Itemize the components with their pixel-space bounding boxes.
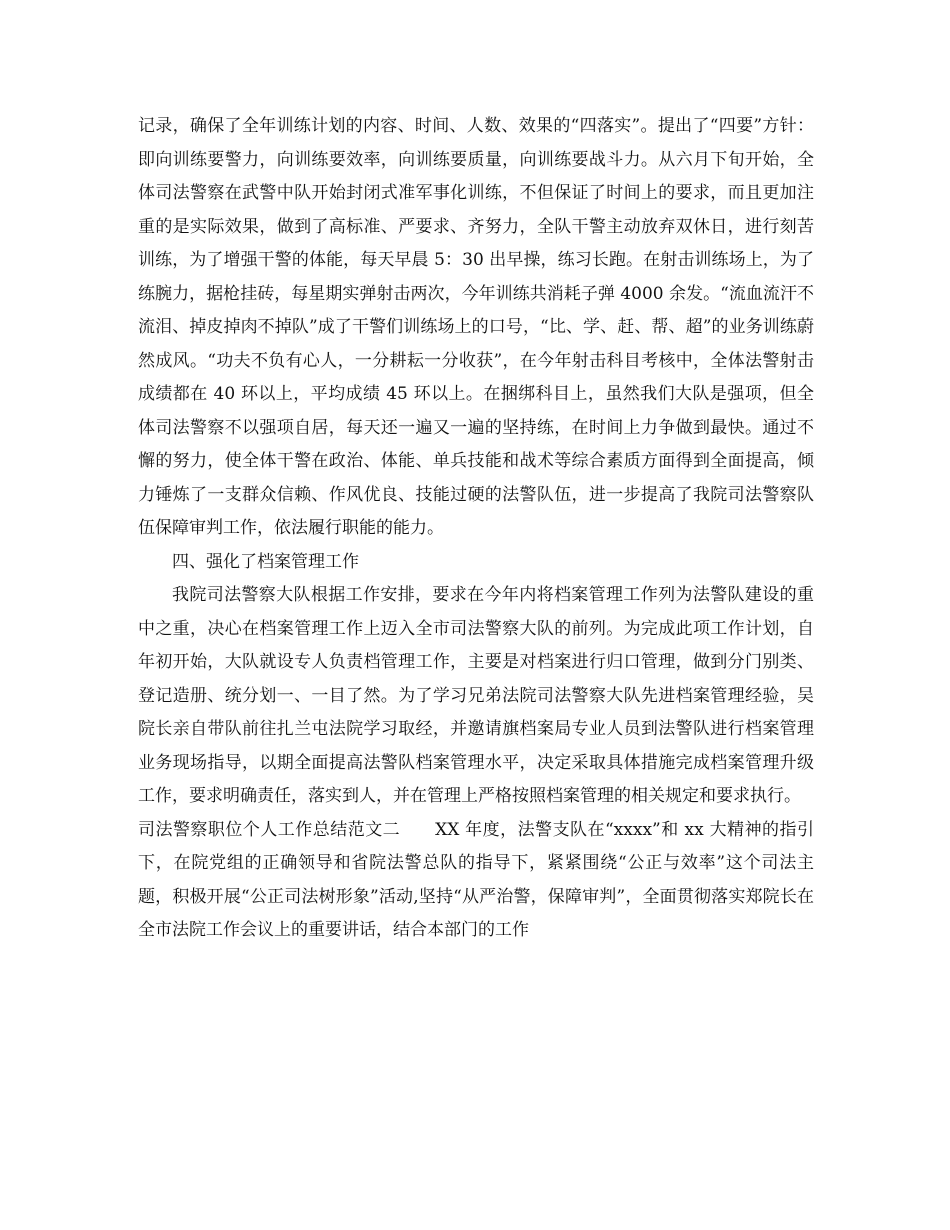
- section-heading-archives: 四、强化了档案管理工作: [172, 551, 359, 572]
- paragraph-archives: 我院司法警察大队根据工作安排，要求在今年内将档案管理工作列为法警队建设的重中之重，决心在档案管理工作上迈入全市司法警察大队的前列。为完成此项工作计划，自年初开始，大队就设专人负责档管理工作，主要是对档案进行归口管理，做到分门别类、登记造册、统分划一、一目了然。为了学习兄弟法院司法警察大队先进档案管理经验，吴院长亲自带队前往扎兰屯法院学习取经，并邀请旗档案局专业人员到法警队进行档案管理业务现场指导，以期全面提高法警队档案管理水平，决定采取具体措施完成档案管理升级工作，要求明确责任，落实到人，并在管理上严格按照档案管理的相关规定和要求执行。: [138, 585, 814, 806]
- paragraph-summary-two: 司法警察职位个人工作总结范文二 XX 年度，法警支队在“xxxx”和 xx 大精神的指引下，在院党组的正确领导和省院法警总队的指导下，紧紧围绕“公正与效率”这个司法主题，积极开展“公正司法树形象”活动,坚持“从严治警，保障审判”，全面贯彻落实郑院长在全市法院工作会议上的重要讲话，结合本部门的工作: [138, 819, 814, 940]
- document-body: [138, 110, 814, 948]
- paragraph-training: 记录，确保了全年训练计划的内容、时间、人数、效果的“四落实”。提出了“四要”方针：即向训练要警力，向训练要效率，向训练要质量，向训练要战斗力。从六月下旬开始，全体司法警察在武警中队开始封闭式准军事化训练，不但保证了时间上的要求，而且更加注重的是实际效果，做到了高标准、严要求、齐努力，全队干警主动放弃双休日，进行刻苦训练，为了增强干警的体能，每天早晨 5：30 出早操，练习长跑。在射击训练场上，为了练腕力，据枪挂砖，每星期实弹射击两次，今年训练共消耗子弹 4000 余发。“流血流汗不流泪、掉皮掉肉不掉队”成了干警们训练场上的口号，“比、学、赶、帮、超”的业务训练蔚然成风。“功夫不负有心人，一分耕耘一分收获”，在今年射击科目考核中，全体法警射击成绩都在 40 环以上，平均成绩 45 环以上。在捆绑科目上，虽然我们大队是强项，但全体司法警察不以强项自居，每天还一遍又一遍的坚持练，在时间上力争做到最快。通过不懈的努力，使全体干警在政治、体能、单兵技能和战术等综合素质方面得到全面提高，倾力锤炼了一支群众信赖、作风优良、技能过硬的法警队伍，进一步提高了我院司法警察队伍保障审判工作，依法履行职能的能力。: [138, 116, 814, 538]
